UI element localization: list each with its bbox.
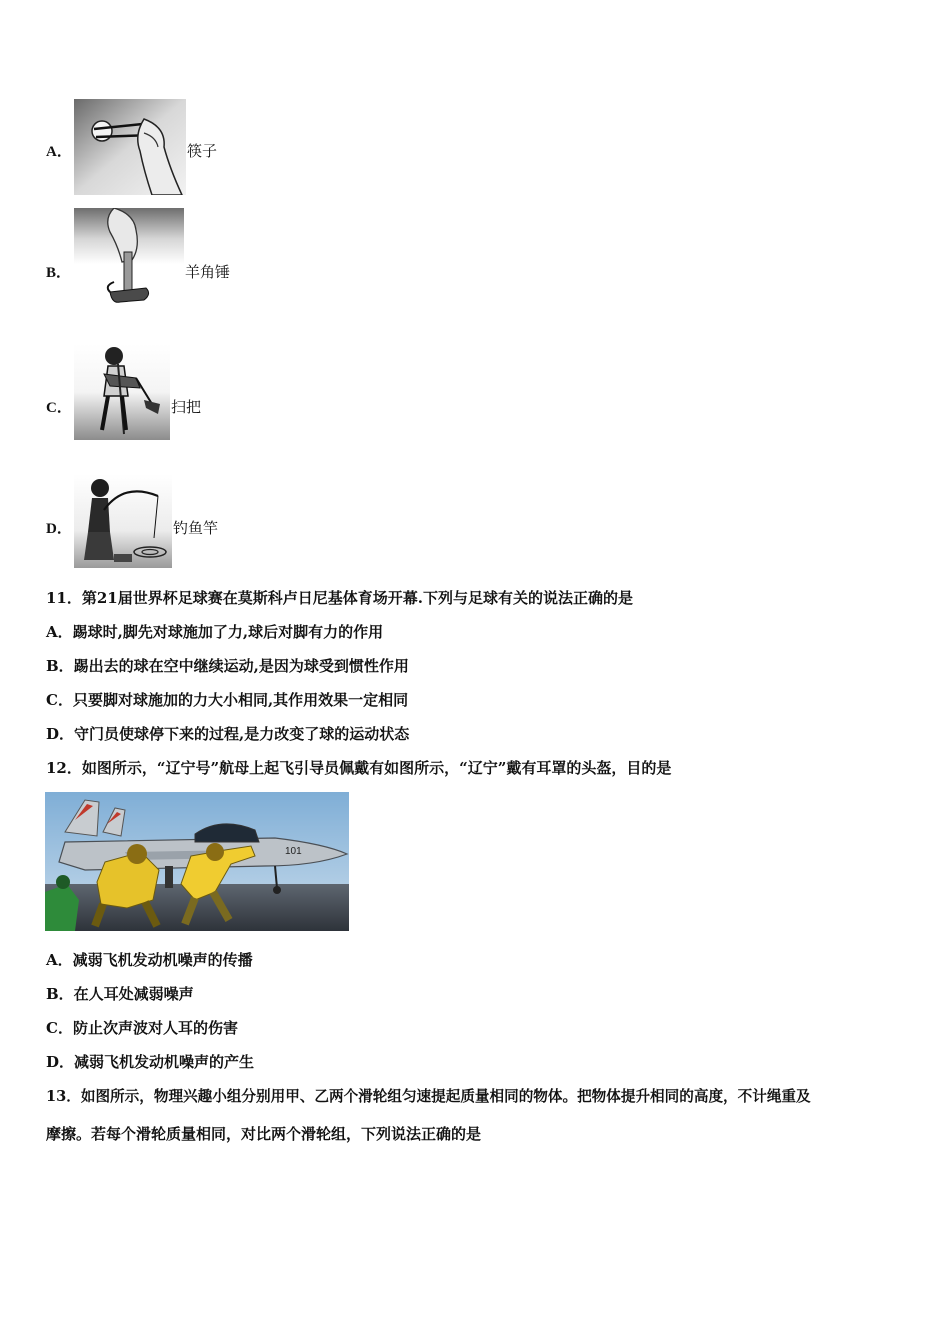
option-c-letter: C． <box>46 400 72 416</box>
question-12-stem: 12．如图所示，“辽宁号”航母上起飞引导员佩戴有如图所示，“辽宁”戴有耳罩的头盔，目的是 <box>46 759 672 777</box>
question-13-stem-line1: 13．如图所示，物理兴趣小组分别用甲、乙两个滑轮组匀速提起质量相同的物体。把物体提升相同的高度，不计绳重及 <box>46 1088 811 1105</box>
question-12-option-d: D．减弱飞机发动机噪声的产生 <box>46 1053 255 1071</box>
aircraft-number: 101 <box>285 846 302 857</box>
chopsticks-hand-icon <box>74 99 186 195</box>
option-b-caption: 羊角锤 <box>185 263 231 281</box>
option-a-letter: A． <box>46 144 72 160</box>
option-c-caption: 扫把 <box>171 398 202 416</box>
question-12-option-c: C．防止次声波对人耳的伤害 <box>46 1019 238 1037</box>
claw-hammer-icon <box>74 208 184 308</box>
question-12-option-a: A．减弱飞机发动机噪声的传播 <box>46 951 253 969</box>
option-d-letter: D． <box>46 521 72 537</box>
option-d-caption: 钓鱼竿 <box>173 519 219 537</box>
question-12-option-b: B．在人耳处减弱噪声 <box>46 985 194 1003</box>
question-11-stem: 11．第21届世界杯足球赛在莫斯科卢日尼基体育场开幕.下列与足球有关的说法正确的是 <box>46 589 633 607</box>
option-a-caption: 筷子 <box>187 142 218 160</box>
carrier-deck-photo <box>45 792 349 931</box>
fishing-rod-icon <box>74 474 172 568</box>
option-b-letter: B． <box>46 265 72 281</box>
question-13-stem-line2: 摩擦。若每个滑轮质量相同，对比两个滑轮组，下列说法正确的是 <box>46 1125 482 1143</box>
broom-person-icon <box>74 344 170 440</box>
question-11-option-c: C．只要脚对球施加的力大小相同,其作用效果一定相同 <box>46 691 409 709</box>
question-11-option-b: B．踢出去的球在空中继续运动,是因为球受到惯性作用 <box>46 657 409 675</box>
question-11-option-d: D．守门员使球停下来的过程,是力改变了球的运动状态 <box>46 725 410 743</box>
question-11-option-a: A．踢球时,脚先对球施加了力,球后对脚有力的作用 <box>46 623 384 641</box>
